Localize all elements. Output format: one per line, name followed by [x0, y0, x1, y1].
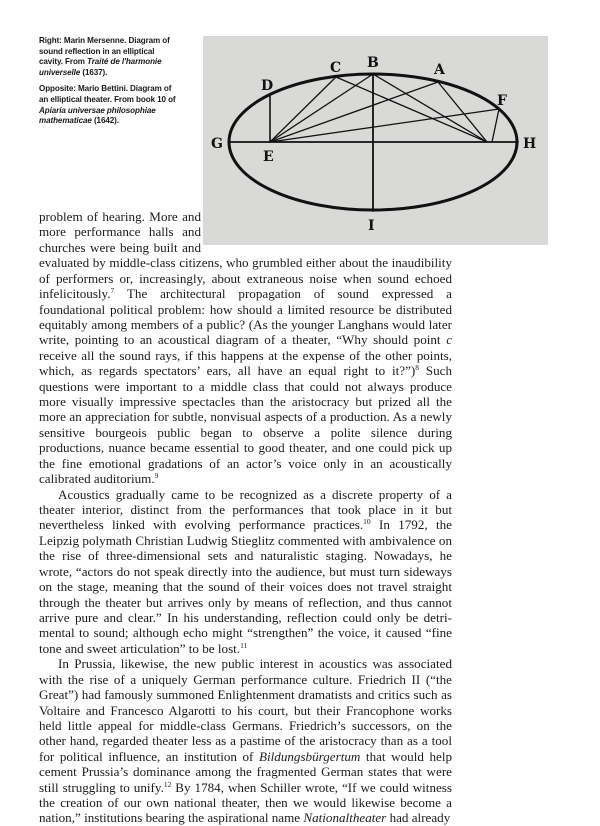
caption-right — [39, 36, 179, 78]
italic-text: Nationaltheater — [303, 810, 387, 826]
italic-text: c — [446, 332, 452, 348]
paragraph — [39, 487, 452, 657]
text-segment: Opposite: — [39, 84, 76, 94]
body-text — [39, 209, 452, 826]
point-label-e: E — [263, 149, 274, 165]
point-label-a: A — [434, 62, 445, 78]
text-segment: (1637). — [80, 67, 108, 77]
footnote-marker: 7 — [110, 286, 115, 296]
footnote-marker: 9 — [154, 471, 159, 481]
text-segment: Acoustics gradually came to be recognized as a discrete property of a theater interior, distinct from the performances that took place in it but nevertheless linked with evolving performance practices. — [39, 486, 452, 533]
point-label-g: G — [211, 136, 223, 152]
point-label-h: H — [523, 136, 537, 152]
footnote-marker: 8 — [415, 363, 420, 373]
point-label-f: F — [497, 93, 507, 109]
caption-opposite — [39, 84, 179, 126]
text-segment: In 1792, the Leipzig polymath Christian Ludwig Stieglitz commented with ambivalence on the rise of three-dimensional sets and naturalistic staging. Nowadays, he wrote, “actors do not speak directly into the audience, but must turn sideways on the stage, meaning that the sound of their voices does not travel straight through the theater but arrives only by means of reflection, and thus cannot arrive pure and clear.” In his understanding, reflection could only be detrimental to sound; although echo might “strengthen” the voice, it caused “fine tone and sweet articulation” to be lost. — [39, 517, 452, 656]
italic-text: Traité de l'harmonie universelle — [39, 57, 162, 77]
text-segment: Mario Bettini. Diagram of an elliptical theater. From book 10 of — [39, 84, 176, 104]
figure-wrap-spacer — [201, 209, 452, 255]
footnote-marker: 11 — [240, 640, 248, 650]
point-label-c: C — [330, 60, 342, 76]
text-segment: In Prussia, likewise, the new public interest in acoustics was associated with the rise of a uniquely German performance culture. Friedrich II (“the Great”) had famously summoned Enlightenment dramatists and critics such as Voltaire and Francesco Algarotti to his court, but their Francophone works held little appeal for middle-class Germans. Friedrich’s successors, on the other hand, regarded theater less as a pastime of the aristocracy than as a tool for political influence, an institution of — [39, 656, 452, 764]
text-segment: receive all the sound rays, if this happens at the expense of the other points, which, as regards spectators’ ears, all have an equal right to it?”) — [39, 347, 452, 379]
text-segment: that would help cement Prussia’s dominance among the fragmented German states that were still struggling to unify. — [39, 748, 452, 795]
paragraph — [39, 656, 452, 826]
italic-text: Apiaria universae philosophiae mathematicae — [39, 105, 156, 126]
text-segment: Marin Mersenne. Diagram of sound reflection in an elliptical cavity. From — [39, 36, 170, 67]
text-segment: By 1784, when Schiller wrote, “If we could witness the creation of our own national theater, then we would likewise become a nation,” institutions bearing the aspirational name — [39, 779, 452, 826]
footnote-marker: 12 — [163, 779, 172, 789]
figure-captions — [39, 36, 179, 133]
point-label-b: B — [367, 55, 379, 71]
italic-text: Bildungsbürgertum — [259, 748, 361, 764]
point-label-i: I — [368, 218, 375, 234]
text-segment: had already — [386, 810, 451, 826]
text-segment: Right: — [39, 36, 62, 45]
text-segment: (1642). — [91, 116, 119, 126]
text-segment: Such questions were important to a middle class that could not always produce more visually impressive spectacles than the aristocracy but prized all the more an appreciation for subtle, nonvisual aspects of a production. As a newly sensitive bourgeois public began to observe a polite silence during productions, nuance became essential to good theater, and one could pick up the fine emotional gradations of an actor’s voice only in an acoustically calibrated auditorium. — [39, 363, 452, 487]
text-segment: The architectural propagation of sound expressed a foundational political problem: how should a limited resource be distributed equitably among members of a public? (As the younger Langhans would later write, pointing to an acoustical diagram of a theater, “Why should point — [39, 286, 452, 348]
text-segment: problem of hearing. More and more performance halls and churches were being built and evaluated by middle-class citizens, who grumbled either about the inaudibility of performers or, increasingly, about extraneous noise when sound echoed infelicitously. — [39, 209, 452, 302]
footnote-marker: 10 — [363, 517, 371, 527]
point-label-d: D — [261, 78, 274, 94]
